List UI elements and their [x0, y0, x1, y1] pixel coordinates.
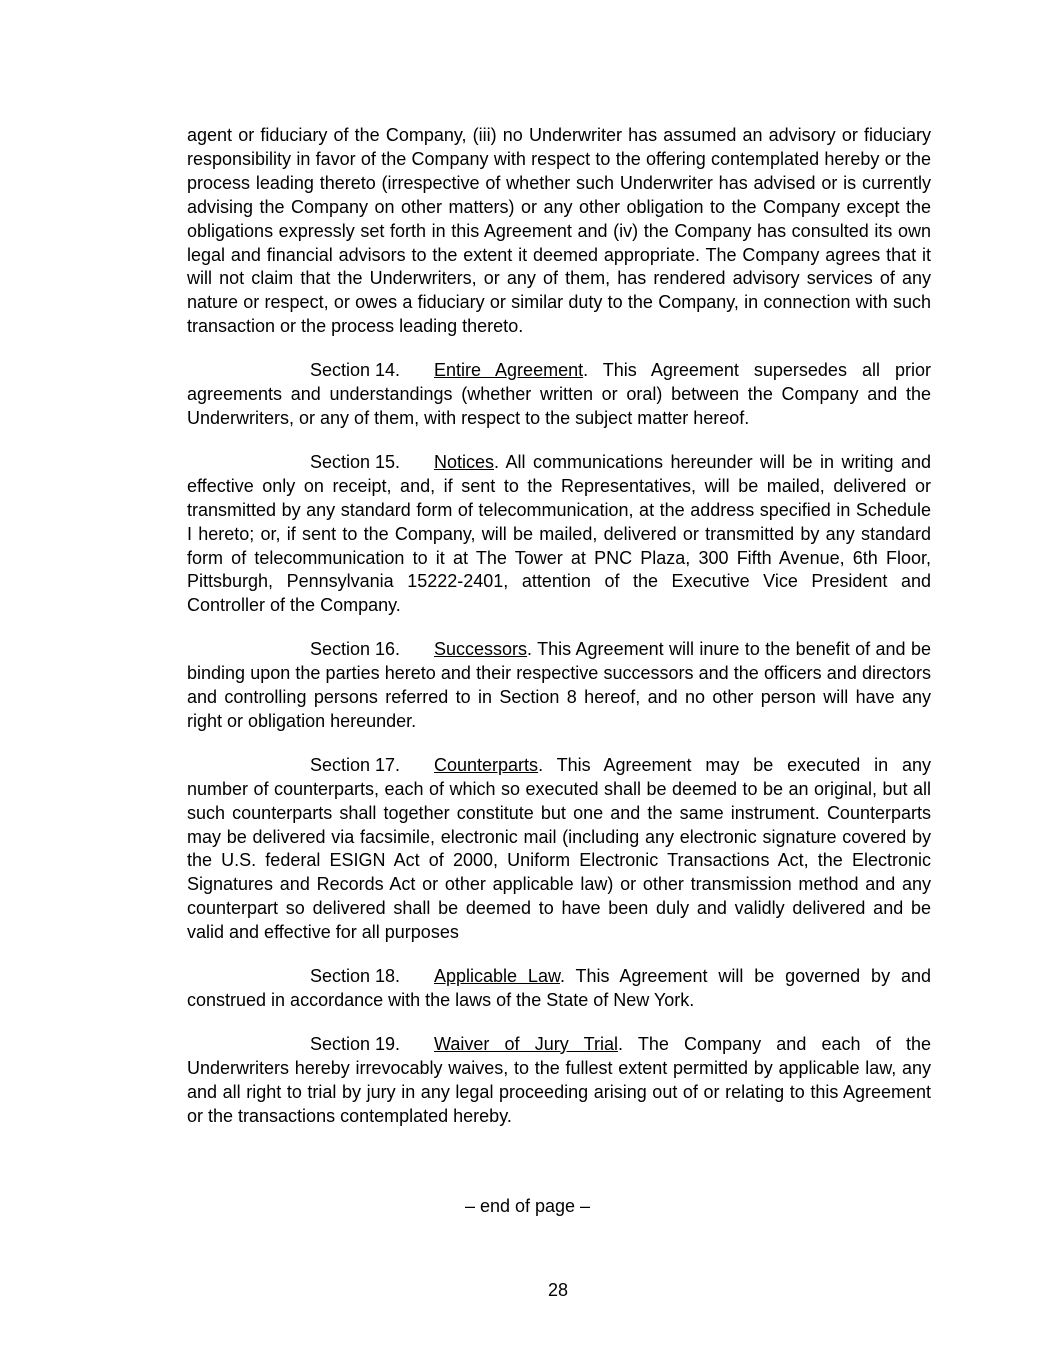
section-number: Section 16.: [310, 639, 401, 660]
section-heading: Waiver of Jury Trial: [434, 1033, 618, 1054]
section-number: Section 19.: [310, 1033, 401, 1054]
section-text: . The Company and each of the Underwriters hereby irrevocably waives, to the fullest extent permitted by applicable law, any and all right to trial by jury in any legal proceeding arising out of or relating to this Agreement or the transactions contemplated hereby.: [187, 1033, 931, 1126]
section-19-paragraph: [187, 1033, 931, 1129]
section-text: . This Agreement supersedes all prior agreements and understandings (whether written or oral) between the Company and the Underwriters, or any of them, with respect to the subject matter hereof.: [187, 360, 931, 428]
section-heading: Counterparts: [434, 754, 539, 775]
section-heading: Applicable Law: [434, 966, 560, 987]
section-15-paragraph: [187, 451, 931, 618]
section-text: . All communications hereunder will be in writing and effective only on receipt, and, if sent to the Representatives, will be mailed, delivered or transmitted by any standard form of telecommunication, at the address specified in Schedule I hereto; or, if sent to the Company, will be mailed, delivered or transmitted by any standard form of telecommunication to it at The Tower at PNC Plaza, 300 Fifth Avenue, 6th Floor, Pittsburgh, Pennsylvania 15222-2401, attention of the Executive Vice President and Controller of the Company.: [187, 451, 931, 616]
section-text: . This Agreement will be governed by and construed in accordance with the laws of the State of New York.: [187, 966, 931, 1010]
opening-paragraph: agent or fiduciary of the Company, (iii) no Underwriter has assumed an advisory or fiduciary responsibility in favor of the Company with respect to the offering contemplated hereby or the process leading thereto (irrespective of whether such Underwriter has advised or is currently advising the Company on other matters) or any other obligation to the Company except the obligations expressly set forth in this Agreement and (iv) the Company has consulted its own legal and financial advisors to the extent it deemed appropriate. The Company agrees that it will not claim that the Underwriters, or any of them, has rendered advisory services of any nature or respect, or owes a fiduciary or similar duty to the Company, in connection with such transaction or the process leading thereto.: [187, 125, 931, 337]
section-text: . This Agreement may be executed in any number of counterparts, each of which so executed shall be deemed to be an original, but all such counterparts shall together constitute but one and the same instrument. Counterparts may be delivered via facsimile, electronic mail (including any electronic signature covered by the U.S. federal ESIGN Act of 2000, Uniform Electronic Transactions Act, the Electronic Signatures and Records Act or other applicable law) or other transmission method and any counterpart so delivered shall be deemed to have been duly and validly delivered and be valid and effective for all purposes: [187, 754, 931, 943]
section-14-paragraph: [187, 359, 931, 431]
section-18-paragraph: [187, 965, 931, 1013]
section-number: Section 15.: [310, 451, 401, 472]
document-body: [187, 124, 931, 1149]
section-heading: Notices: [434, 451, 495, 472]
section-heading: Entire Agreement: [434, 360, 584, 381]
section-number: Section 18.: [310, 966, 401, 987]
end-of-page-marker: – end of page –: [464, 1196, 591, 1216]
section-17-paragraph: [187, 754, 931, 945]
section-16-paragraph: [187, 638, 931, 734]
section-number: Section 17.: [310, 754, 401, 775]
section-heading: Successors: [434, 639, 528, 660]
page-number: 28: [547, 1280, 569, 1300]
section-text: . This Agreement will inure to the benefit of and be binding upon the parties hereto and their respective successors and the officers and directors and controlling persons referred to in Section 8 hereof, and no other person will have any right or obligation hereunder.: [187, 639, 931, 731]
section-number: Section 14.: [310, 360, 401, 381]
